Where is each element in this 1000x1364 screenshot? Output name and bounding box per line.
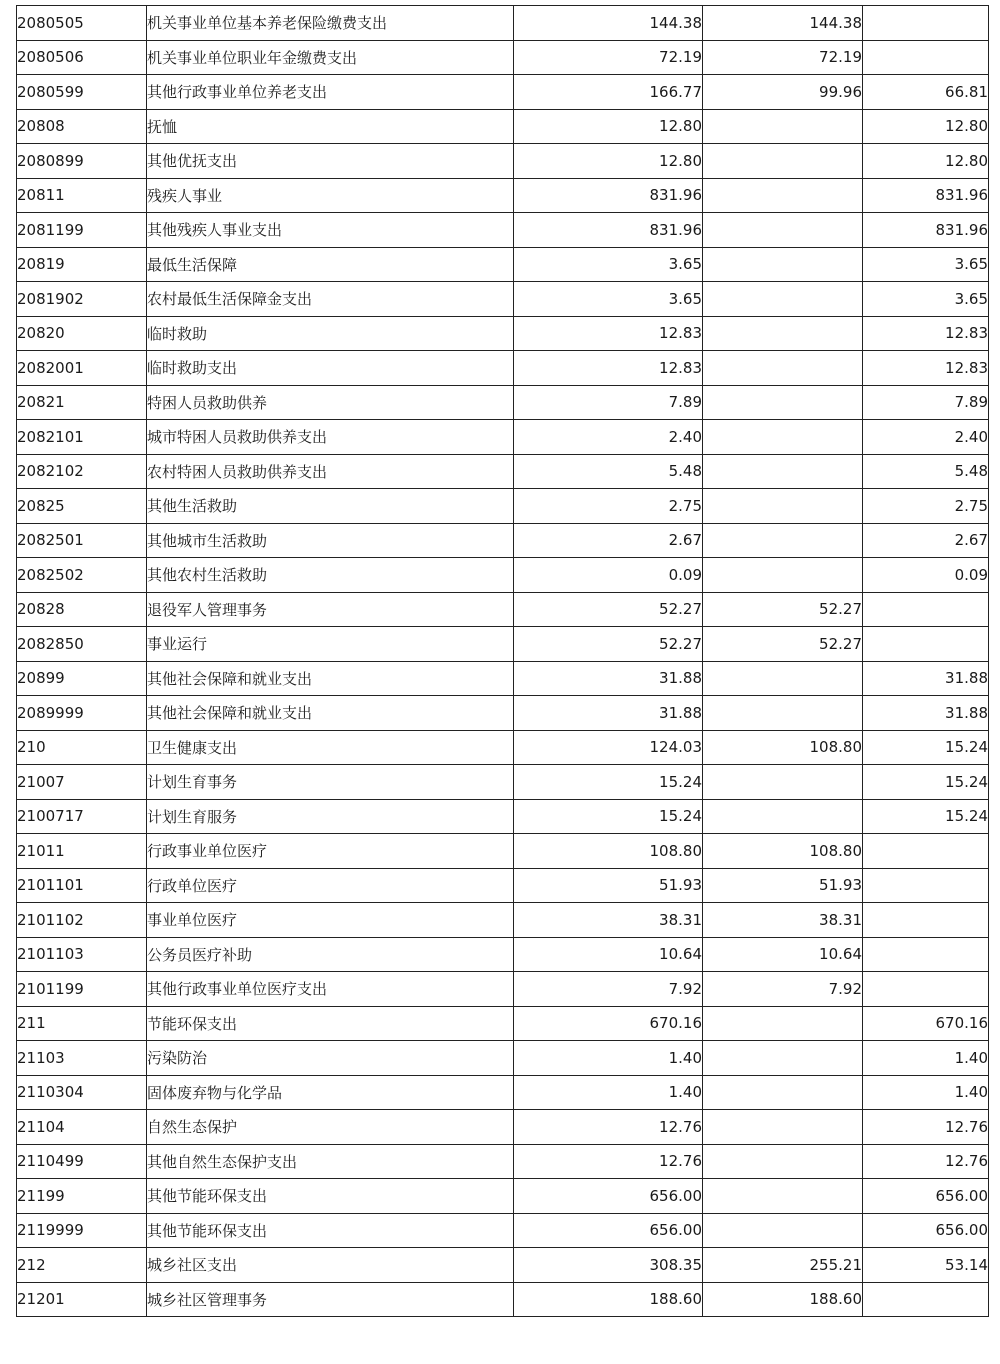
project-expenditure-cell: 12.76 [863,1144,989,1179]
project-expenditure-cell: 656.00 [863,1213,989,1248]
subject-name-cell: 其他行政事业单位养老支出 [147,75,514,110]
project-expenditure-cell: 12.80 [863,144,989,179]
project-expenditure-cell [863,627,989,662]
table-row [17,937,989,972]
project-expenditure-cell: 7.89 [863,385,989,420]
total-amount-cell: 124.03 [514,730,703,765]
total-amount-cell: 52.27 [514,592,703,627]
subject-name-cell: 行政单位医疗 [147,868,514,903]
subject-name-cell: 临时救助支出 [147,351,514,386]
table-row [17,316,989,351]
subject-code-cell: 2089999 [17,696,147,731]
subject-name-cell: 节能环保支出 [147,1006,514,1041]
subject-name-cell: 其他城市生活救助 [147,523,514,558]
subject-code-cell: 2082502 [17,558,147,593]
table-row [17,109,989,144]
project-expenditure-cell [863,834,989,869]
basic-expenditure-cell: 52.27 [703,627,863,662]
basic-expenditure-cell [703,351,863,386]
project-expenditure-cell: 3.65 [863,282,989,317]
table-row [17,799,989,834]
subject-name-cell: 其他社会保障和就业支出 [147,661,514,696]
total-amount-cell: 31.88 [514,661,703,696]
project-expenditure-cell: 66.81 [863,75,989,110]
subject-code-cell: 211 [17,1006,147,1041]
total-amount-cell: 15.24 [514,799,703,834]
table-row [17,834,989,869]
basic-expenditure-cell [703,109,863,144]
total-amount-cell: 7.92 [514,972,703,1007]
project-expenditure-cell: 31.88 [863,661,989,696]
project-expenditure-cell: 12.76 [863,1110,989,1145]
subject-name-cell: 固体废弃物与化学品 [147,1075,514,1110]
subject-name-cell: 行政事业单位医疗 [147,834,514,869]
basic-expenditure-cell [703,144,863,179]
table-row [17,1213,989,1248]
subject-name-cell: 计划生育事务 [147,765,514,800]
subject-name-cell: 其他行政事业单位医疗支出 [147,972,514,1007]
basic-expenditure-cell [703,247,863,282]
subject-code-cell: 21011 [17,834,147,869]
total-amount-cell: 12.76 [514,1110,703,1145]
project-expenditure-cell: 1.40 [863,1041,989,1076]
project-expenditure-cell: 2.40 [863,420,989,455]
basic-expenditure-cell [703,1179,863,1214]
basic-expenditure-cell: 52.27 [703,592,863,627]
total-amount-cell: 656.00 [514,1213,703,1248]
project-expenditure-cell: 0.09 [863,558,989,593]
project-expenditure-cell [863,40,989,75]
basic-expenditure-cell [703,1075,863,1110]
total-amount-cell: 52.27 [514,627,703,662]
table-row [17,696,989,731]
project-expenditure-cell: 31.88 [863,696,989,731]
subject-name-cell: 城市特困人员救助供养支出 [147,420,514,455]
subject-code-cell: 2080899 [17,144,147,179]
total-amount-cell: 31.88 [514,696,703,731]
basic-expenditure-cell [703,1006,863,1041]
basic-expenditure-cell [703,213,863,248]
table-row [17,1282,989,1317]
subject-name-cell: 事业单位医疗 [147,903,514,938]
subject-code-cell: 2082501 [17,523,147,558]
subject-name-cell: 其他自然生态保护支出 [147,1144,514,1179]
table-row [17,592,989,627]
subject-code-cell: 2110304 [17,1075,147,1110]
project-expenditure-cell [863,868,989,903]
subject-name-cell: 农村特困人员救助供养支出 [147,454,514,489]
project-expenditure-cell: 15.24 [863,730,989,765]
subject-code-cell: 2082102 [17,454,147,489]
total-amount-cell: 7.89 [514,385,703,420]
budget-expenditure-table [16,5,989,1317]
table-row [17,489,989,524]
table-row [17,903,989,938]
basic-expenditure-cell: 10.64 [703,937,863,972]
table-body [17,6,989,1317]
project-expenditure-cell [863,1282,989,1317]
subject-code-cell: 21199 [17,1179,147,1214]
basic-expenditure-cell: 7.92 [703,972,863,1007]
table-row [17,627,989,662]
total-amount-cell: 144.38 [514,6,703,41]
subject-name-cell: 其他节能环保支出 [147,1213,514,1248]
total-amount-cell: 1.40 [514,1041,703,1076]
table-row [17,351,989,386]
table-row [17,558,989,593]
total-amount-cell: 3.65 [514,247,703,282]
subject-code-cell: 2101101 [17,868,147,903]
table-row [17,6,989,41]
subject-code-cell: 2080599 [17,75,147,110]
subject-code-cell: 2101199 [17,972,147,1007]
table-row [17,661,989,696]
table-row [17,178,989,213]
basic-expenditure-cell [703,385,863,420]
table-row [17,972,989,1007]
subject-name-cell: 其他优抚支出 [147,144,514,179]
total-amount-cell: 656.00 [514,1179,703,1214]
basic-expenditure-cell [703,1213,863,1248]
subject-name-cell: 特困人员救助供养 [147,385,514,420]
basic-expenditure-cell: 144.38 [703,6,863,41]
basic-expenditure-cell [703,282,863,317]
project-expenditure-cell: 12.83 [863,351,989,386]
basic-expenditure-cell [703,696,863,731]
subject-code-cell: 2119999 [17,1213,147,1248]
subject-name-cell: 其他生活救助 [147,489,514,524]
subject-code-cell: 2082101 [17,420,147,455]
total-amount-cell: 0.09 [514,558,703,593]
basic-expenditure-cell [703,1041,863,1076]
basic-expenditure-cell [703,454,863,489]
table-row [17,75,989,110]
basic-expenditure-cell [703,316,863,351]
subject-code-cell: 2082001 [17,351,147,386]
total-amount-cell: 831.96 [514,213,703,248]
project-expenditure-cell: 831.96 [863,213,989,248]
total-amount-cell: 12.80 [514,109,703,144]
subject-code-cell: 2100717 [17,799,147,834]
subject-name-cell: 残疾人事业 [147,178,514,213]
subject-code-cell: 2082850 [17,627,147,662]
subject-code-cell: 2101103 [17,937,147,972]
subject-name-cell: 其他农村生活救助 [147,558,514,593]
table-row [17,40,989,75]
subject-code-cell: 20820 [17,316,147,351]
total-amount-cell: 12.83 [514,351,703,386]
project-expenditure-cell: 831.96 [863,178,989,213]
basic-expenditure-cell: 99.96 [703,75,863,110]
table-row [17,1110,989,1145]
table-row [17,1144,989,1179]
subject-name-cell: 自然生态保护 [147,1110,514,1145]
total-amount-cell: 51.93 [514,868,703,903]
subject-name-cell: 计划生育服务 [147,799,514,834]
subject-code-cell: 2080506 [17,40,147,75]
table-row [17,868,989,903]
subject-code-cell: 20828 [17,592,147,627]
basic-expenditure-cell: 108.80 [703,730,863,765]
subject-code-cell: 212 [17,1248,147,1283]
subject-name-cell: 其他社会保障和就业支出 [147,696,514,731]
total-amount-cell: 12.80 [514,144,703,179]
table-row [17,1006,989,1041]
subject-code-cell: 20819 [17,247,147,282]
total-amount-cell: 15.24 [514,765,703,800]
subject-code-cell: 210 [17,730,147,765]
subject-code-cell: 2081902 [17,282,147,317]
subject-name-cell: 最低生活保障 [147,247,514,282]
table-row [17,144,989,179]
project-expenditure-cell: 1.40 [863,1075,989,1110]
subject-name-cell: 机关事业单位基本养老保险缴费支出 [147,6,514,41]
total-amount-cell: 2.40 [514,420,703,455]
basic-expenditure-cell [703,489,863,524]
project-expenditure-cell: 15.24 [863,765,989,800]
basic-expenditure-cell [703,1144,863,1179]
project-expenditure-cell: 5.48 [863,454,989,489]
table-row [17,523,989,558]
table-row [17,213,989,248]
project-expenditure-cell: 12.80 [863,109,989,144]
project-expenditure-cell: 53.14 [863,1248,989,1283]
subject-code-cell: 21103 [17,1041,147,1076]
total-amount-cell: 166.77 [514,75,703,110]
project-expenditure-cell [863,592,989,627]
subject-code-cell: 20825 [17,489,147,524]
basic-expenditure-cell: 51.93 [703,868,863,903]
basic-expenditure-cell: 188.60 [703,1282,863,1317]
table-row [17,420,989,455]
subject-name-cell: 事业运行 [147,627,514,662]
subject-name-cell: 城乡社区管理事务 [147,1282,514,1317]
project-expenditure-cell: 2.75 [863,489,989,524]
subject-code-cell: 21104 [17,1110,147,1145]
subject-code-cell: 2080505 [17,6,147,41]
subject-name-cell: 抚恤 [147,109,514,144]
subject-code-cell: 20811 [17,178,147,213]
basic-expenditure-cell [703,765,863,800]
total-amount-cell: 1.40 [514,1075,703,1110]
total-amount-cell: 72.19 [514,40,703,75]
basic-expenditure-cell [703,799,863,834]
total-amount-cell: 5.48 [514,454,703,489]
project-expenditure-cell: 670.16 [863,1006,989,1041]
subject-name-cell: 污染防治 [147,1041,514,1076]
project-expenditure-cell: 15.24 [863,799,989,834]
total-amount-cell: 12.76 [514,1144,703,1179]
project-expenditure-cell: 12.83 [863,316,989,351]
project-expenditure-cell [863,903,989,938]
total-amount-cell: 108.80 [514,834,703,869]
table-row [17,454,989,489]
table-row [17,247,989,282]
total-amount-cell: 670.16 [514,1006,703,1041]
table-row [17,765,989,800]
total-amount-cell: 2.75 [514,489,703,524]
total-amount-cell: 2.67 [514,523,703,558]
total-amount-cell: 38.31 [514,903,703,938]
basic-expenditure-cell [703,1110,863,1145]
basic-expenditure-cell: 38.31 [703,903,863,938]
subject-name-cell: 农村最低生活保障金支出 [147,282,514,317]
basic-expenditure-cell: 108.80 [703,834,863,869]
basic-expenditure-cell [703,558,863,593]
total-amount-cell: 188.60 [514,1282,703,1317]
table-row [17,1248,989,1283]
project-expenditure-cell [863,972,989,1007]
subject-code-cell: 21201 [17,1282,147,1317]
total-amount-cell: 12.83 [514,316,703,351]
total-amount-cell: 10.64 [514,937,703,972]
subject-name-cell: 退役军人管理事务 [147,592,514,627]
subject-name-cell: 卫生健康支出 [147,730,514,765]
project-expenditure-cell: 3.65 [863,247,989,282]
subject-code-cell: 21007 [17,765,147,800]
basic-expenditure-cell [703,523,863,558]
subject-name-cell: 公务员医疗补助 [147,937,514,972]
basic-expenditure-cell: 72.19 [703,40,863,75]
table-row [17,1075,989,1110]
basic-expenditure-cell [703,420,863,455]
project-expenditure-cell: 2.67 [863,523,989,558]
subject-code-cell: 2081199 [17,213,147,248]
project-expenditure-cell [863,6,989,41]
subject-name-cell: 城乡社区支出 [147,1248,514,1283]
table-row [17,1179,989,1214]
total-amount-cell: 308.35 [514,1248,703,1283]
subject-code-cell: 20821 [17,385,147,420]
subject-code-cell: 20808 [17,109,147,144]
table-row [17,730,989,765]
project-expenditure-cell: 656.00 [863,1179,989,1214]
total-amount-cell: 3.65 [514,282,703,317]
basic-expenditure-cell [703,661,863,696]
table-row [17,385,989,420]
table-row [17,1041,989,1076]
subject-code-cell: 2101102 [17,903,147,938]
basic-expenditure-cell [703,178,863,213]
subject-name-cell: 机关事业单位职业年金缴费支出 [147,40,514,75]
total-amount-cell: 831.96 [514,178,703,213]
table-row [17,282,989,317]
project-expenditure-cell [863,937,989,972]
subject-name-cell: 临时救助 [147,316,514,351]
basic-expenditure-cell: 255.21 [703,1248,863,1283]
subject-name-cell: 其他节能环保支出 [147,1179,514,1214]
subject-code-cell: 2110499 [17,1144,147,1179]
subject-name-cell: 其他残疾人事业支出 [147,213,514,248]
subject-code-cell: 20899 [17,661,147,696]
